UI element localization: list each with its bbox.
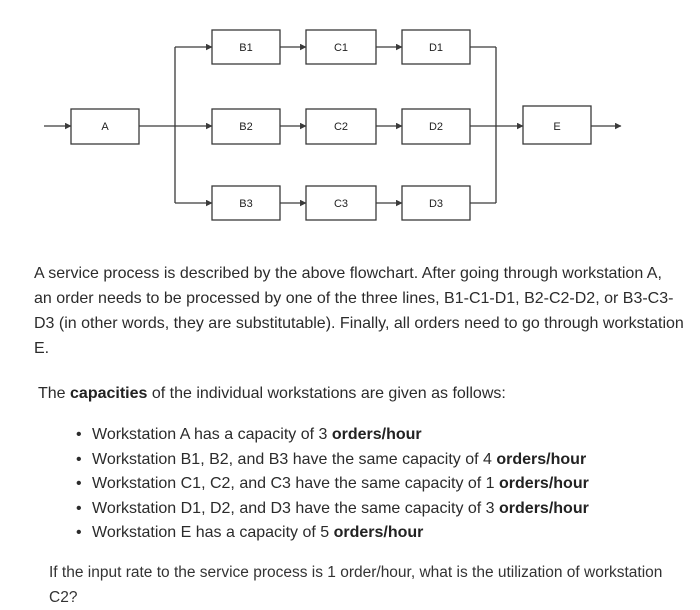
workstation-c3-label: C3 bbox=[333, 198, 349, 210]
capacities-intro bbox=[38, 381, 678, 406]
capacities-keyword: capacities bbox=[70, 385, 148, 402]
workstation-c1-label: C1 bbox=[333, 42, 349, 54]
capacity-item-a bbox=[76, 423, 589, 448]
capacity-unit: orders/hour bbox=[499, 499, 589, 517]
workstation-d1-label: D1 bbox=[428, 42, 444, 54]
capacity-unit: orders/hour bbox=[499, 475, 589, 493]
capacity-unit: orders/hour bbox=[333, 524, 424, 542]
capacity-text: Workstation C1, C2, and C3 have the same capacity of 1 bbox=[92, 475, 500, 493]
capacity-item-c bbox=[76, 472, 589, 497]
workstation-d2-label: D2 bbox=[428, 121, 444, 133]
workstation-b1-label: B1 bbox=[239, 42, 253, 54]
capacity-item-d bbox=[76, 497, 589, 522]
intro-paragraph: A service process is described by the above flowchart. After going through workstation A, an order needs to be processed by one of the three lines, B1-C1-D1, B2-C2-D2, or B3-C3-D3 (in other words, they are substitutable). Finally, all orders need to go through workstation E. bbox=[34, 265, 684, 357]
workstation-b2-label: B2 bbox=[239, 121, 253, 133]
capacities-intro-prefix: The bbox=[38, 385, 71, 402]
capacity-unit: orders/hour bbox=[496, 450, 587, 468]
workstation-a-label: A bbox=[101, 121, 109, 133]
capacity-list bbox=[76, 423, 589, 546]
capacity-item-b bbox=[76, 448, 589, 473]
workstation-b3-label: B3 bbox=[239, 198, 253, 210]
capacity-text: Workstation B1, B2, and B3 have the same capacity of 4 bbox=[92, 450, 497, 468]
capacities-intro-suffix: of the individual workstations are given as follows: bbox=[147, 385, 506, 402]
capacity-item-e bbox=[76, 521, 589, 546]
workstation-c2-label: C2 bbox=[333, 121, 349, 133]
workstation-e-label: E bbox=[553, 121, 561, 133]
capacity-text: Workstation E has a capacity of 5 bbox=[92, 524, 334, 542]
capacity-text: Workstation D1, D2, and D3 have the same capacity of 3 bbox=[92, 499, 500, 517]
capacity-text: Workstation A has a capacity of 3 bbox=[92, 426, 332, 443]
process-flowchart bbox=[0, 0, 700, 235]
capacity-unit: orders/hour bbox=[331, 426, 422, 443]
question-text: If the input rate to the service process is 1 order/hour, what is the utilization of workstation C2? bbox=[49, 564, 663, 606]
workstation-d3-label: D3 bbox=[428, 198, 444, 210]
